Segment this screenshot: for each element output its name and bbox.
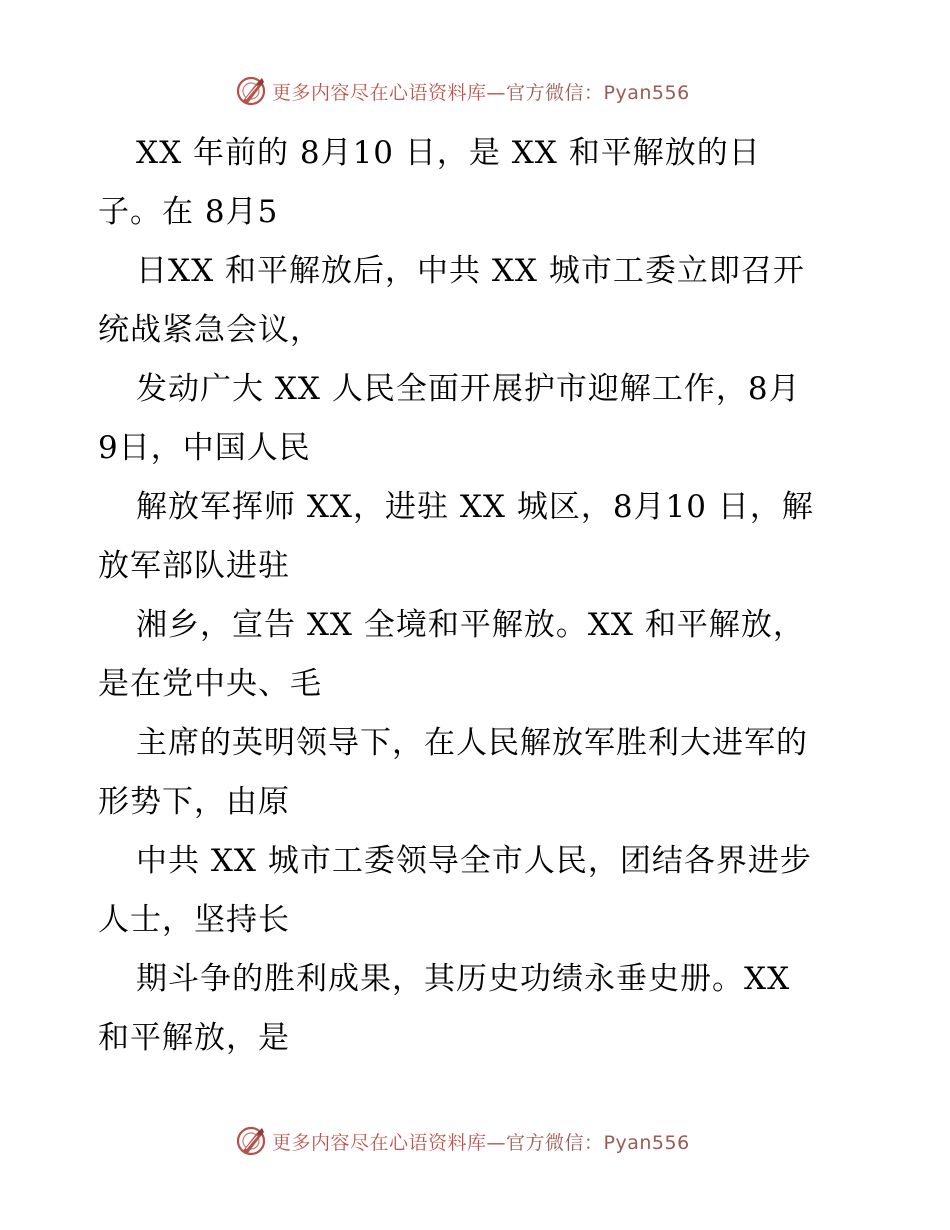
paragraph-line: 是在党中央、毛 [98,666,322,702]
footer-watermark [234,1124,690,1158]
paragraph [98,242,858,360]
paragraph [98,596,858,714]
watermark-wechat-label: 官方微信： [506,1131,604,1154]
paragraph-line: 子。在 8月5 [98,194,279,230]
watermark-brand: 更多内容尽在心语资料库 [272,1131,487,1154]
paragraph-line: 人士，坚持长 [98,902,290,938]
watermark-text [272,78,690,105]
paragraph [98,478,858,596]
watermark-wechat-id: Pyan556 [603,81,690,104]
paragraph-line: 9日，中国人民 [98,430,311,466]
pen-nib-logo-icon [234,74,268,108]
paragraph [98,124,858,242]
watermark-text [272,1128,690,1155]
paragraph [98,832,858,950]
paragraph [98,714,858,832]
paragraph-line: XX 年前的 8月10 日，是 XX 和平解放的日 [136,135,761,171]
paragraph-line: 主席的英明领导下，在人民解放军胜利大进军的 [136,725,808,761]
paragraph-line: 形势下，由原 [98,784,290,820]
paragraph-line: 期斗争的胜利成果，其历史功绩永垂史册。XX [136,961,791,997]
paragraph-line: 中共 XX 城市工委领导全市人民，团结各界进步 [136,843,812,879]
paragraph [98,360,858,478]
pen-nib-logo-icon [234,1124,268,1158]
paragraph-line: 发动广大 XX 人民全面开展护市迎解工作，8月 [136,371,801,407]
paragraph-line: 和平解放，是 [98,1020,290,1056]
header-watermark [234,74,690,108]
paragraph-line: 日XX 和平解放后，中共 XX 城市工委立即召开 [136,253,805,289]
paragraph [98,950,858,1068]
paragraph-line: 统战紧急会议， [98,312,322,348]
paragraph-line: 解放军挥师 XX，进驻 XX 城区，8月10 日，解 [136,489,814,525]
paragraph-line: 放军部队进驻 [98,548,290,584]
watermark-dash: — [486,1131,507,1154]
paragraph-line: 湘乡，宣告 XX 全境和平解放。XX 和平解放， [136,607,805,643]
document-body [98,124,858,1068]
watermark-wechat-id: Pyan556 [603,1131,690,1154]
watermark-wechat-label: 官方微信： [506,81,604,104]
watermark-brand: 更多内容尽在心语资料库 [272,81,487,104]
watermark-dash: — [486,81,507,104]
